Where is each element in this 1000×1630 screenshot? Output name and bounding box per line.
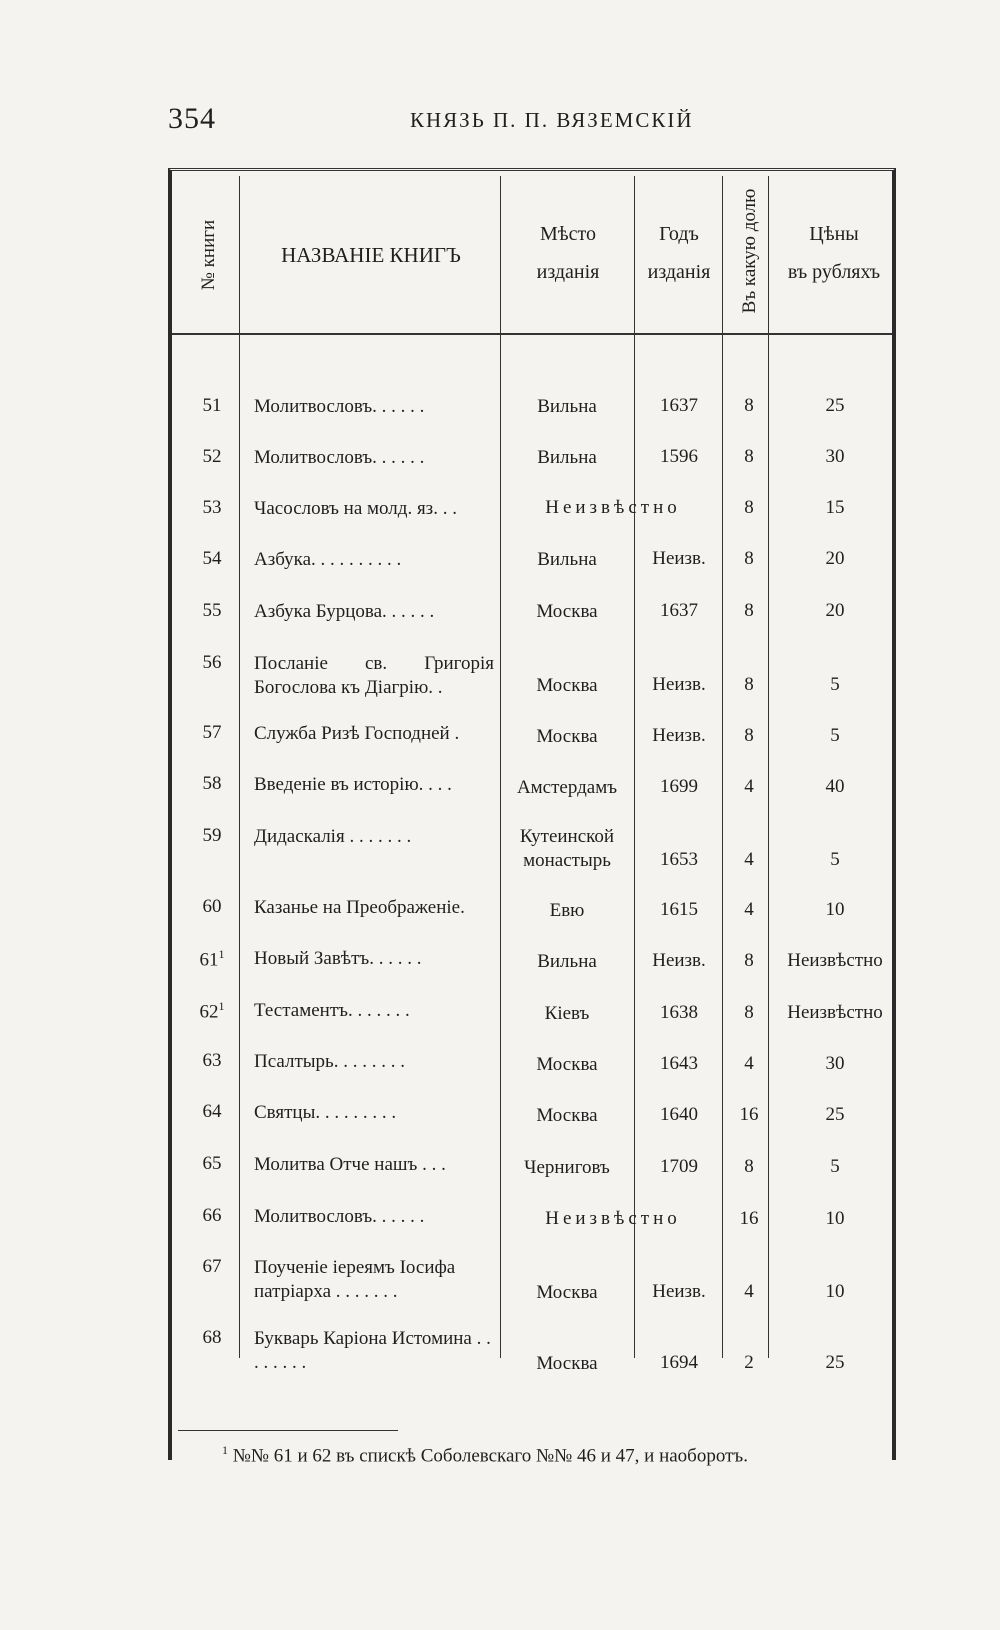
row-title: Молитва Отче нашъ . . .: [254, 1154, 446, 1175]
row-place: Москва: [536, 1353, 598, 1374]
running-head: КНЯЗЬ П. П. ВЯЗЕМСКІЙ: [410, 108, 694, 132]
row-year: 1699: [660, 776, 698, 797]
header-year-line1: Годъ: [659, 223, 699, 245]
row-year: 1653: [660, 849, 698, 870]
row-title: Букварь Каріона Истомина . . . . . . . .: [254, 1328, 491, 1373]
row-year: Неизв.: [652, 548, 706, 569]
row-price: 20: [825, 548, 845, 569]
row-price: 5: [830, 725, 840, 746]
row-format: 8: [744, 497, 754, 518]
header-title: НАЗВАНІЕ КНИГЪ: [281, 243, 461, 267]
row-year: 1637: [660, 600, 698, 621]
row-place: Москва: [536, 1282, 598, 1303]
row-place: Евю: [549, 900, 585, 921]
row-price: 30: [825, 446, 845, 467]
row-year: 1637: [660, 395, 698, 416]
row-place: Москва: [536, 726, 598, 747]
row-price: 10: [825, 1281, 845, 1302]
row-title: Тестаментъ. . . . . . .: [254, 1000, 410, 1021]
row-place: Вильна: [537, 549, 597, 570]
row-price: 25: [825, 395, 845, 416]
row-number: 54: [202, 548, 222, 569]
row-title: Святцы. . . . . . . . .: [254, 1102, 397, 1123]
footnote-marker: 1: [218, 947, 225, 961]
row-place-spanning: Неизвѣстно: [545, 1208, 681, 1229]
row-number: [192, 947, 232, 971]
row-year: Неизв.: [652, 950, 706, 971]
row-format: 8: [744, 725, 754, 746]
row-year: Неизв.: [652, 674, 706, 695]
row-title: Поученіе іереямъ Іосифа патріарха . . . . . . .: [254, 1257, 456, 1302]
header-rule: [172, 333, 892, 335]
row-place: Кутеинской монастырь: [519, 826, 615, 871]
row-place: Кіевъ: [544, 1003, 590, 1024]
header-number: № книги: [198, 219, 219, 291]
row-format: 8: [744, 395, 754, 416]
header-year-line2: изданія: [647, 261, 711, 283]
row-place: Черниговъ: [524, 1157, 610, 1178]
row-number-value: 61: [199, 949, 219, 971]
header-place: [504, 215, 632, 291]
row-year: Неизв.: [652, 1281, 706, 1302]
row-place: Москва: [536, 1105, 598, 1126]
row-title: Молитвословъ. . . . . .: [254, 396, 425, 417]
footnote-rule: [178, 1430, 398, 1431]
row-price: 5: [830, 1156, 840, 1177]
row-format: 8: [744, 548, 754, 569]
row-title: Часословъ на молд. яз. . .: [254, 498, 457, 519]
row-title: Казанье на Преображеніе.: [254, 897, 465, 918]
row-number: 65: [202, 1153, 222, 1174]
row-number: 66: [202, 1205, 222, 1226]
row-price: 5: [830, 674, 840, 695]
column-divider: [500, 176, 501, 1358]
row-year: 1709: [660, 1156, 698, 1177]
footnote-text: №№ 61 и 62 въ спискѣ Соболевскаго №№ 46 и 47, и наоборотъ.: [232, 1445, 748, 1467]
row-price: 5: [830, 849, 840, 870]
row-format: 4: [744, 849, 754, 870]
header-price-line2: въ рубляхъ: [787, 261, 881, 283]
row-number: 52: [202, 446, 222, 467]
row-format: 8: [744, 1002, 754, 1023]
row-year: 1640: [660, 1104, 698, 1125]
footnote-marker: 1: [222, 1443, 228, 1457]
header-price-line1: Цѣны: [809, 223, 859, 245]
column-divider: [768, 176, 769, 1358]
row-number: [192, 999, 232, 1023]
row-place-spanning: Неизвѣстно: [545, 497, 681, 518]
column-divider: [722, 176, 723, 1358]
row-format: 4: [744, 776, 754, 797]
row-number: 59: [202, 825, 222, 846]
row-year: 1694: [660, 1352, 698, 1373]
header-place-line1: Мѣсто: [540, 223, 596, 245]
row-price: Неизвѣстно: [787, 950, 883, 971]
row-price: 25: [825, 1104, 845, 1125]
row-number: 58: [202, 773, 222, 794]
row-year: 1615: [660, 899, 698, 920]
header-place-line2: изданія: [536, 261, 600, 283]
row-price: 40: [825, 776, 845, 797]
row-number: 51: [202, 395, 222, 416]
row-format: 8: [744, 446, 754, 467]
row-price: 10: [825, 899, 845, 920]
row-format: 2: [744, 1352, 754, 1373]
row-number: 63: [202, 1050, 222, 1071]
row-format: 4: [744, 899, 754, 920]
row-title: Псалтырь. . . . . . . .: [254, 1051, 405, 1072]
column-divider: [239, 176, 240, 1358]
header-price: [772, 215, 896, 291]
row-place: Москва: [536, 675, 598, 696]
header-year: [636, 215, 722, 291]
row-format: 8: [744, 950, 754, 971]
row-place: Москва: [536, 1054, 598, 1075]
row-title: Азбука Бурцова. . . . . .: [254, 601, 435, 622]
row-place: Амстердамъ: [516, 777, 618, 798]
column-divider: [634, 176, 635, 1358]
row-format: 16: [739, 1104, 759, 1125]
page-number: 354: [168, 102, 216, 135]
row-format: 8: [744, 600, 754, 621]
row-title: Молитвословъ. . . . . .: [254, 1206, 425, 1227]
row-place: Вильна: [537, 447, 597, 468]
row-number: 60: [202, 896, 222, 917]
row-year: 1643: [660, 1053, 698, 1074]
row-format: 8: [744, 674, 754, 695]
row-number: 55: [202, 600, 222, 621]
row-price: 20: [825, 600, 845, 621]
row-format: 8: [744, 1156, 754, 1177]
row-number: 68: [202, 1327, 222, 1348]
row-number: 53: [202, 497, 222, 518]
row-number: 57: [202, 722, 222, 743]
row-price: 15: [825, 497, 845, 518]
row-title: Молитвословъ. . . . . .: [254, 447, 425, 468]
footnote-marker: 1: [218, 999, 225, 1013]
row-number: 64: [202, 1101, 222, 1122]
row-year: 1638: [660, 1002, 698, 1023]
header-format: Въ какую долю: [739, 188, 760, 314]
row-number-value: 62: [199, 1001, 219, 1023]
row-title: Введеніе въ исторію. . . .: [254, 774, 452, 795]
footnote: [222, 1443, 748, 1467]
row-year: Неизв.: [652, 725, 706, 746]
row-year: 1596: [660, 446, 698, 467]
row-title: Посланіе св. Григорія Богослова къ Діагрію. .: [254, 653, 494, 698]
row-place: Москва: [536, 601, 598, 622]
row-format: 4: [744, 1053, 754, 1074]
row-number: 56: [202, 652, 222, 673]
row-price: 10: [825, 1208, 845, 1229]
row-price: Неизвѣстно: [787, 1002, 883, 1023]
row-price: 30: [825, 1053, 845, 1074]
row-title: Дидаскалія . . . . . . .: [254, 826, 412, 847]
row-title: Служба Ризѣ Господней .: [254, 723, 460, 744]
row-format: 4: [744, 1281, 754, 1302]
row-number: 67: [202, 1256, 222, 1277]
row-format: 16: [739, 1208, 759, 1229]
row-place: Вильна: [537, 951, 597, 972]
row-title: Азбука. . . . . . . . . .: [254, 549, 402, 570]
row-price: 25: [825, 1352, 845, 1373]
row-place: Вильна: [537, 396, 597, 417]
row-title: Новый Завѣтъ. . . . . .: [254, 948, 422, 969]
